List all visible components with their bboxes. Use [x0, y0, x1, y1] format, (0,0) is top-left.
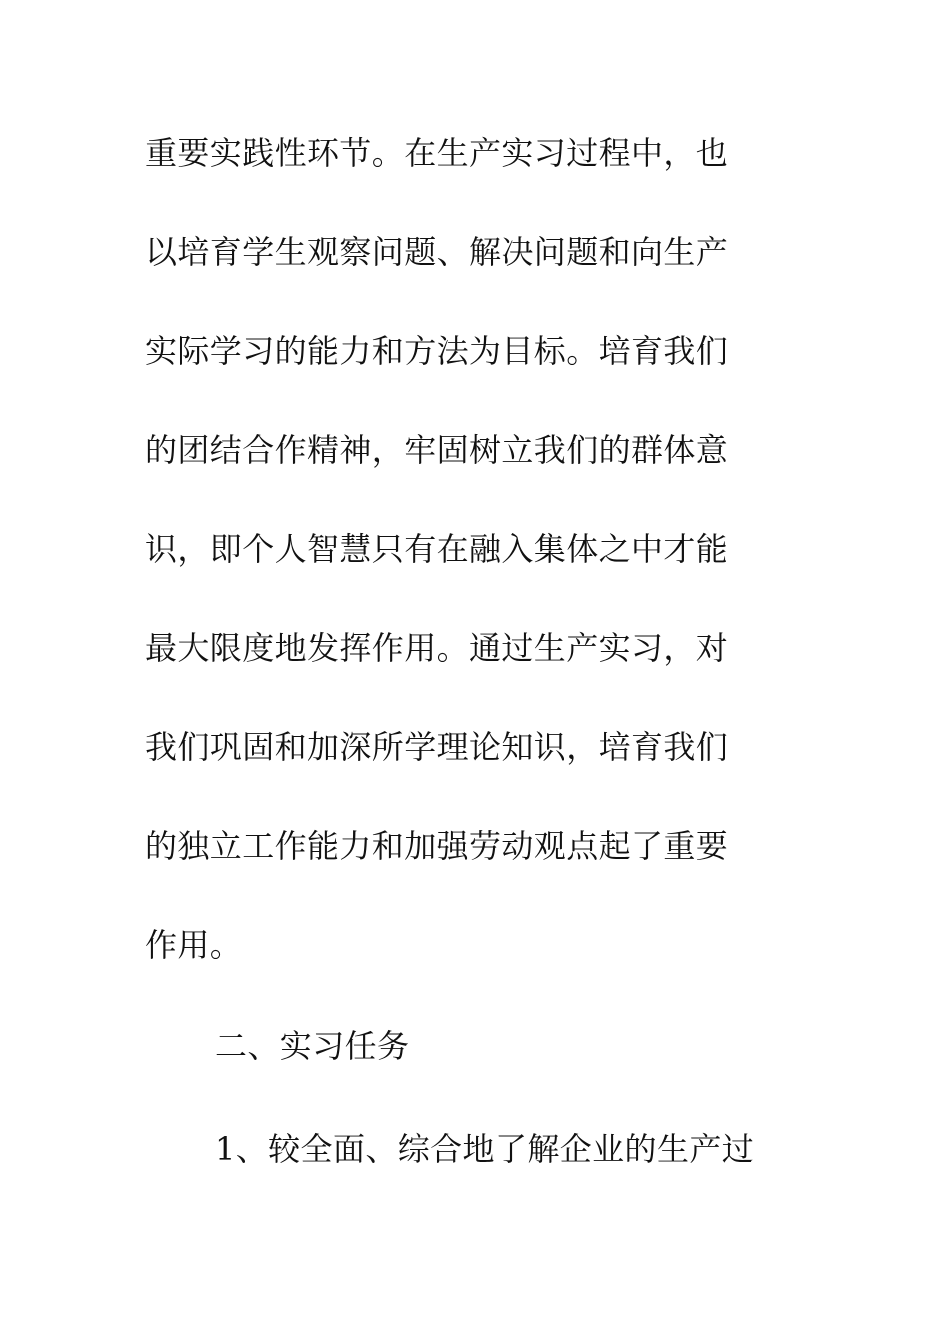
body-text-line: 最大限度地发挥作用。通过生产实习，对 — [145, 629, 729, 667]
body-text-line: 实际学习的能力和方法为目标。培育我们 — [145, 332, 729, 370]
list-item-text: 1、较全面、综合地了解企业的生产过 — [215, 1130, 755, 1168]
body-text-line: 的团结合作精神，牢固树立我们的群体意 — [145, 431, 729, 469]
body-text-line: 以培育学生观察问题、解决问题和向生产 — [145, 233, 729, 271]
body-text-line: 识，即个人智慧只有在融入集体之中才能 — [145, 530, 729, 568]
body-text-line: 我们巩固和加深所学理论知识，培育我们 — [145, 728, 729, 766]
body-text-line: 的独立工作能力和加强劳动观点起了重要 — [145, 827, 729, 865]
section-heading: 二、实习任务 — [215, 1027, 410, 1065]
body-text-line: 作用。 — [145, 926, 243, 964]
body-text-line: 重要实践性环节。在生产实习过程中，也 — [145, 134, 729, 172]
